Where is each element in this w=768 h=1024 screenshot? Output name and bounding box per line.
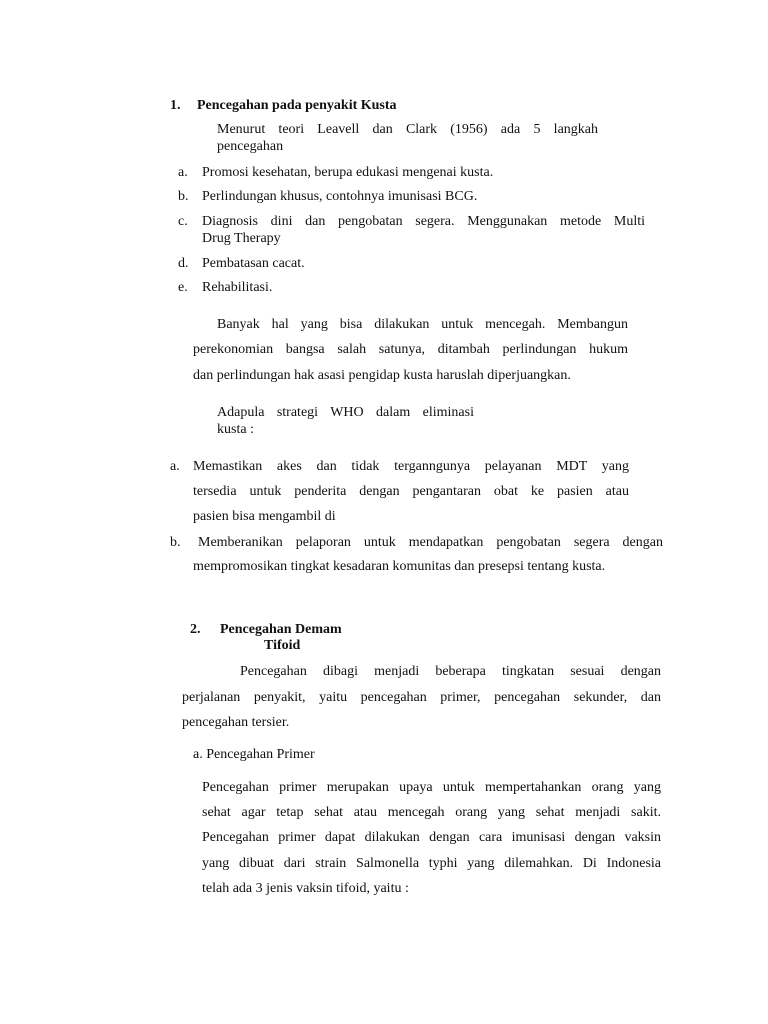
who-list-item-line: Memastikan akes dan tidak terganngunya pelayanan MDT yang [193, 459, 629, 474]
who-intro-line-2: kusta : [217, 422, 254, 437]
list-marker: d. [178, 256, 189, 271]
primer-paragraph-line: Pencegahan primer dapat dilakukan dengan cara imunisasi dengan vaksin [202, 830, 661, 845]
section-1-number: 1. [170, 98, 181, 113]
list-item-text: Rehabilitasi. [202, 280, 273, 295]
list-marker: b. [178, 189, 189, 204]
who-list-marker: b. [170, 535, 181, 550]
paragraph-line: pencegahan tersier. [182, 715, 290, 730]
list-item-text: Pembatasan cacat. [202, 256, 305, 271]
section-2-title-line-1: Pencegahan Demam [220, 622, 342, 637]
section-1-intro-line-1: Menurut teori Leavell dan Clark (1956) ada 5 langkah [217, 122, 598, 137]
list-marker: a. [178, 165, 188, 180]
paragraph-line: Pencegahan dibagi menjadi beberapa tingkatan sesuai dengan [240, 664, 661, 679]
section-2-number: 2. [190, 622, 201, 637]
who-list-item-line: pasien bisa mengambil di [193, 509, 336, 524]
paragraph-line: perekonomian bangsa salah satunya, ditambah perlindungan hukum [193, 342, 628, 357]
list-item-text-continued: Drug Therapy [202, 231, 281, 246]
primer-paragraph-line: sehat agar tetap sehat atau mencegah orang yang sehat menjadi sakit. [202, 805, 661, 820]
who-list-item-line: mempromosikan tingkat kesadaran komunitas dan presepsi tentang kusta. [193, 559, 606, 574]
paragraph-line: perjalanan penyakit, yaitu pencegahan primer, pencegahan sekunder, dan [182, 690, 661, 705]
paragraph-line: dan perlindungan hak asasi pengidap kusta haruslah diperjuangkan. [193, 368, 571, 383]
paragraph-line: Banyak hal yang bisa dilakukan untuk mencegah. Membangun [217, 317, 628, 332]
section-2-title-line-2: Tifoid [264, 638, 301, 653]
primer-paragraph-line: Pencegahan primer merupakan upaya untuk mempertahankan orang yang [202, 780, 661, 795]
primer-paragraph-line: yang dibuat dari strain Salmonella typhi yang dilemahkan. Di Indonesia [202, 856, 661, 871]
section-1-intro-line-2: pencegahan [217, 139, 284, 154]
list-item-text: Promosi kesehatan, berupa edukasi mengenai kusta. [202, 165, 494, 180]
list-marker: c. [178, 214, 188, 229]
section-1-title: Pencegahan pada penyakit Kusta [197, 98, 397, 113]
who-list-marker: a. [170, 459, 180, 474]
list-marker: e. [178, 280, 188, 295]
list-item-text: Perlindungan khusus, contohnya imunisasi BCG. [202, 189, 478, 204]
sub-heading: a. Pencegahan Primer [193, 747, 315, 762]
who-list-item-line: tersedia untuk penderita dengan pengantaran obat ke pasien atau [193, 484, 629, 499]
who-list-item-line: Memberanikan pelaporan untuk mendapatkan pengobatan segera dengan [198, 535, 663, 550]
who-intro-line-1: Adapula strategi WHO dalam eliminasi [217, 405, 474, 420]
list-item-text: Diagnosis dini dan pengobatan segera. Menggunakan metode Multi [202, 214, 645, 229]
primer-paragraph-line: telah ada 3 jenis vaksin tifoid, yaitu : [202, 881, 409, 896]
